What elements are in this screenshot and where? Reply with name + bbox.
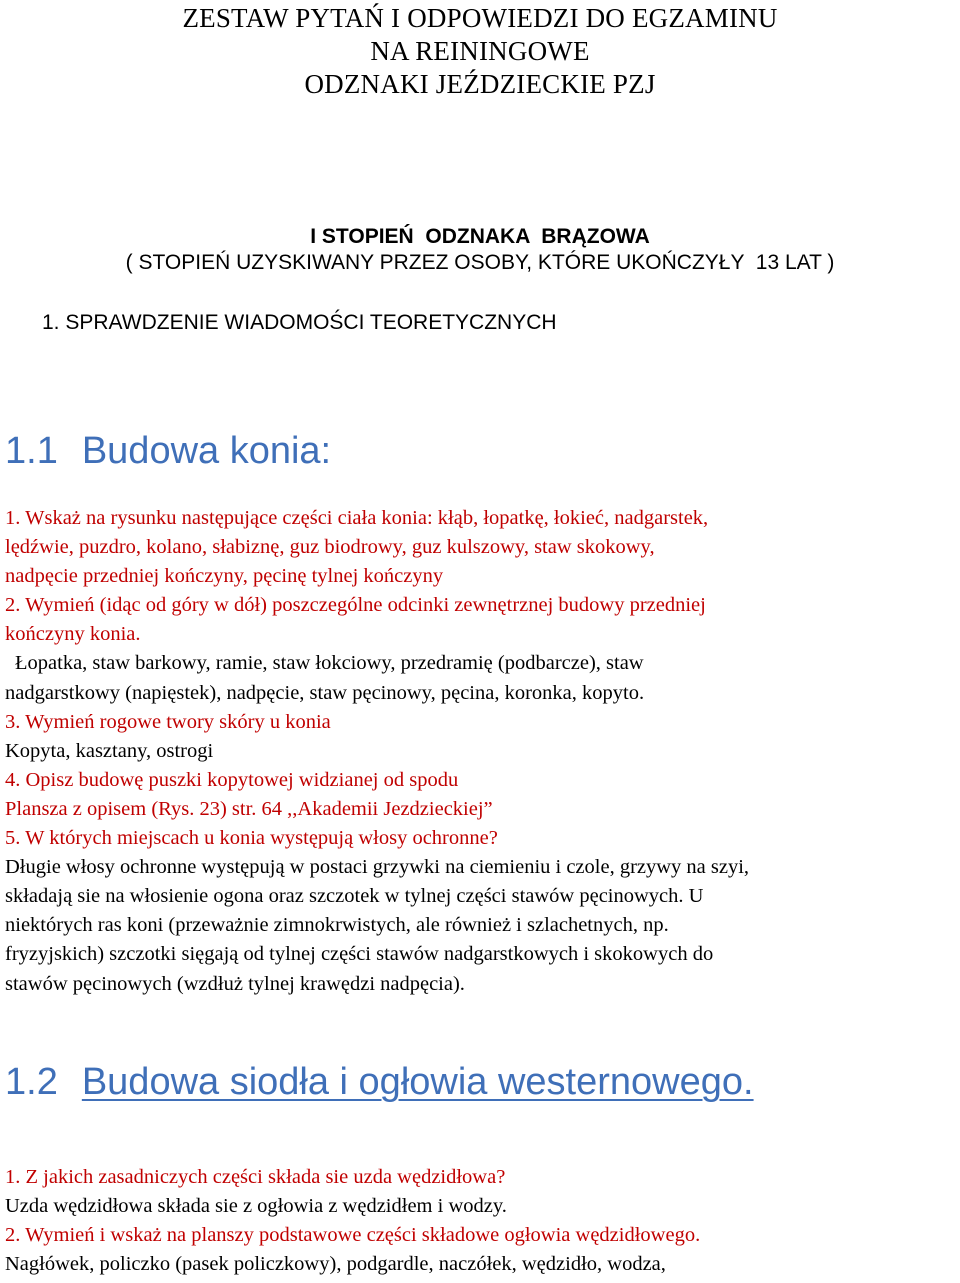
section-body-1-1 xyxy=(5,504,960,999)
section-heading-1-2 xyxy=(5,1060,754,1104)
answer-line: Kopyta, kasztany, ostrogi xyxy=(5,739,214,762)
answer-line: Nagłówek, policzko (pasek policzkowy), podgardle, naczółek, wędzidło, wodza, xyxy=(5,1253,666,1276)
question-line: 3. Wymień rogowe twory skóry u konia xyxy=(5,710,331,733)
section-heading-theory: 1. SPRAWDZENIE WIADOMOŚCI TEORETYCZNYCH xyxy=(42,311,557,334)
section-number: 1.1 xyxy=(5,430,58,472)
document-title xyxy=(0,2,960,101)
stage-header xyxy=(0,224,960,276)
answer-line: Długie włosy ochronne występują w postaci grzywki na ciemieniu i czole, grzywy na szyi, xyxy=(5,856,750,879)
section-number: 1.2 xyxy=(5,1061,58,1103)
question-line: kończyny konia. xyxy=(5,623,141,646)
answer-line: Uzda wędzidłowa składa sie z ogłowia z wędzidłem i wodzy. xyxy=(5,1195,507,1218)
title-line: ODZNAKI JEŹDZIECKIE PZJ xyxy=(304,69,656,99)
stage-subtitle: ( STOPIEŃ UZYSKIWANY PRZEZ OSOBY, KTÓRE UKOŃCZYŁY 13 LAT ) xyxy=(125,251,835,274)
question-line: nadpęcie przedniej kończyny, pęcinę tylnej kończyny xyxy=(5,565,444,588)
answer-line: niektórych ras koni (przeważnie zimnokrwistych, ale również i szlachetnych, np. xyxy=(5,914,669,937)
question-line: 5. W których miejscach u konia występują włosy ochronne? xyxy=(5,827,498,850)
question-line: 1. Z jakich zasadniczych części składa sie uzda wędzidłowa? xyxy=(5,1166,506,1188)
question-line: 2. Wymień i wskaż na planszy podstawowe części składowe ogłowia wędzidłowego. xyxy=(5,1224,701,1247)
stage-title: I STOPIEŃ ODZNAKA BRĄZOWA xyxy=(310,225,650,248)
title-line: NA REININGOWE xyxy=(370,36,590,66)
section-title: Budowa konia: xyxy=(81,430,332,472)
answer-line: Łopatka, staw barkowy, ramie, staw łokciowy, przedramię (podbarcze), staw xyxy=(15,652,644,675)
question-line: 1. Wskaż na rysunku następujące części ciała konia: kłąb, łopatkę, łokieć, nadgarstek, xyxy=(5,507,709,529)
title-line: ZESTAW PYTAŃ I ODPOWIEDZI DO EGZAMINU xyxy=(182,3,778,33)
section-body-1-2 xyxy=(5,1163,960,1279)
question-line: 2. Wymień (idąc od góry w dół) poszczególne odcinki zewnętrznej budowy przedniej xyxy=(5,594,706,617)
question-line: lędźwie, puzdro, kolano, słabiznę, guz biodrowy, guz kulszowy, staw skokowy, xyxy=(5,536,655,559)
section-heading-1-1 xyxy=(5,429,331,473)
answer-line: fryzyjskich) szczotki sięgają od tylnej części stawów nadgarstkowych i skokowych do xyxy=(5,943,714,966)
question-line: 4. Opisz budowę puszki kopytowej widzianej od spodu xyxy=(5,768,459,791)
answer-line: składają sie na włosienie ogona oraz szczotek w tylnej części stawów pęcinowych. U xyxy=(5,885,704,908)
section-title: Budowa siodła i ogłowia westernowego. xyxy=(81,1061,754,1103)
question-line: Plansza z opisem (Rys. 23) str. 64 ,,Akademii Jezdzieckiej” xyxy=(5,797,493,820)
answer-line: stawów pęcinowych (wzdłuż tylnej krawędzi nadpęcia). xyxy=(5,972,465,995)
answer-line: nadgarstkowy (napięstek), nadpęcie, staw pęcinowy, pęcina, koronka, kopyto. xyxy=(5,681,645,704)
